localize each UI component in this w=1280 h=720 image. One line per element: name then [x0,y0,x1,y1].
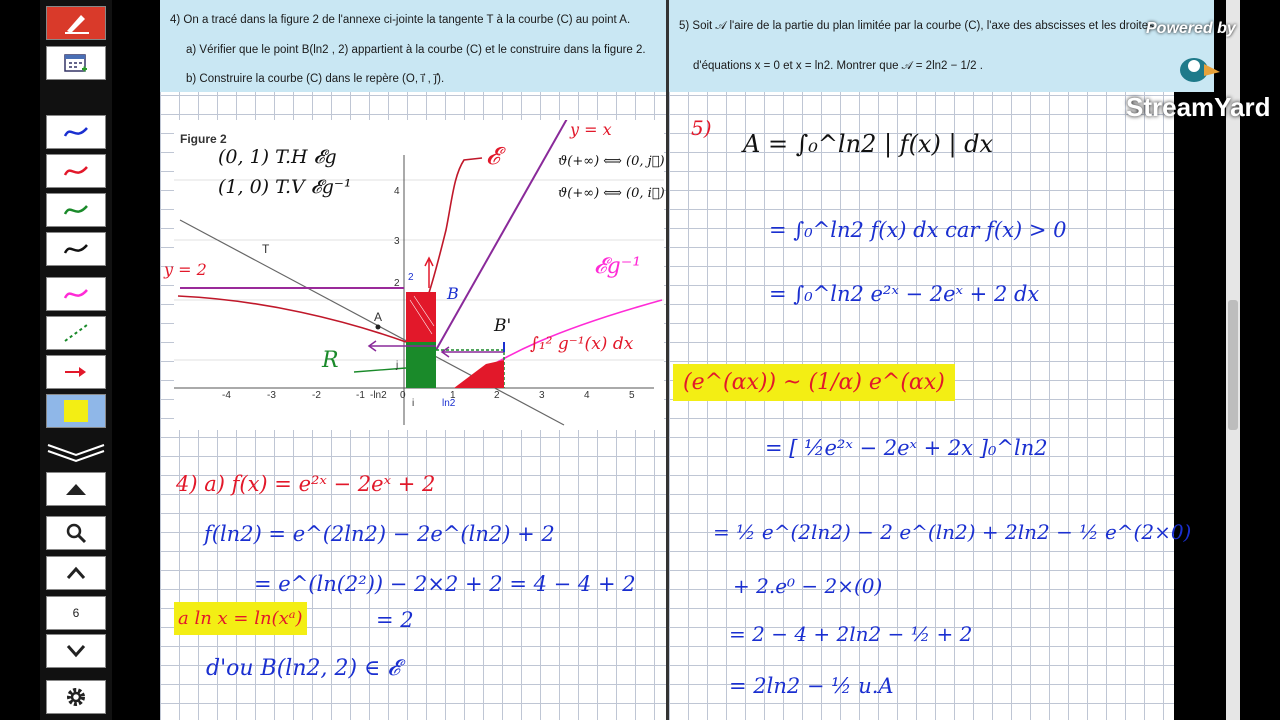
streamyard-brand-label: StreamYard [1126,92,1271,122]
question-5-text-line1: 5) Soit 𝒜 l'aire de la partie du plan limitée par la courbe (C), l'axe des abscisses et les droites [679,20,1154,32]
label-tangent-T: T [262,242,270,256]
page-number-label: 6 [72,606,80,620]
work-4a-function: 4) a) f(x) = e²ˣ − 2eˣ + 2 [176,472,436,496]
y-tick-4: 4 [394,186,400,197]
log-rule-highlight: a ln x = ln(xᵃ) [174,602,307,635]
label-point-A: A [374,310,383,324]
question-5-banner [669,0,1214,92]
label-region-R: R [322,348,339,373]
x-tick-4: 4 [584,390,590,401]
limit-note-2: ϑ(+∞) ⟺ (0, i⃗) [558,186,665,201]
work-5-area-definition: A = ∫₀^ln2 | f(x) | dx [743,130,994,158]
work-5-final-answer: = 2ln2 − ½ u.A [729,674,894,698]
figure-label: Figure 2 [180,132,227,146]
question-4a-text: a) Vérifier que le point B(ln2 , 2) appartient à la courbe (C) et le construire dans la figure 2. [186,44,646,56]
scrollbar-thumb[interactable] [1228,300,1238,430]
work-5-simplified: = 2 − 4 + 2ln2 − ½ + 2 [729,622,973,646]
question-4b-text: b) Construire la courbe (C) dans le repère (O, i⃗ , j⃗). [186,73,445,85]
work-4a-result: = 2 [376,608,414,632]
y-tick-3: 3 [394,236,400,247]
work-5-antiderivative: = [ ½e²ˣ − 2eˣ + 2x ]₀^ln2 [765,436,1048,460]
streamyard-watermark [1126,18,1271,128]
x-tick-5: 5 [629,390,635,401]
label-curve-E: 𝓔 [486,142,500,170]
pdf-icon[interactable] [46,6,106,40]
question-5-text-line2: d'équations x = 0 et x = ln2. Montrer que 𝒜 = 2ln2 − 1/2 . [693,60,983,72]
work-5-number: 5) [691,116,712,140]
x-tick-minus-ln2: -ln2 [370,390,387,401]
limit-note-1: ϑ(+∞) ⟺ (0, j⃗) [558,154,665,169]
x-tick-3: 3 [539,390,545,401]
x-tick--2: -2 [312,390,321,401]
y-label-two: 2 [408,272,414,283]
x-label-ln2: ln2 [442,398,456,409]
search-icon[interactable] [46,516,106,550]
x-tick--4: -4 [222,390,231,401]
y-tick-2: 2 [394,278,400,289]
label-y-equals-2: y = 2 [164,260,207,279]
antiderivative-rule-highlight: (e^(αx)) ~ (1/α) e^(αx) [673,364,955,401]
up-triangle-icon[interactable] [46,472,106,506]
label-point-B-prime: B' [494,316,512,336]
chevron-up-icon[interactable] [46,556,106,590]
label-point-B: B [447,284,459,303]
arrow-icon[interactable] [46,355,106,389]
blue-pen-icon[interactable] [46,115,106,149]
note-horizontal-tangent: (0, 1) T.H 𝓔g [218,146,337,168]
figure-2 [164,120,665,430]
unit-vector-i: i [412,398,415,409]
chevron-down-icon[interactable] [46,634,106,668]
question-4-banner [160,0,666,92]
red-pen-icon[interactable] [46,154,106,188]
collapse-icon[interactable] [46,438,106,464]
calendar-icon[interactable] [46,46,106,80]
x-tick-1: 1 [450,390,456,401]
work-5-evaluation-continued: + 2.e⁰ − 2×(0) [733,574,883,598]
x-tick--3: -3 [267,390,276,401]
question-4-text: 4) On a tracé dans la figure 2 de l'annexe ci-jointe la tangente T à la courbe (C) au point A. [170,14,631,26]
unit-vector-j: j [396,360,399,371]
work-4a-substitution: f(ln2) = e^(2ln2) − 2e^(ln2) + 2 [204,522,555,546]
duck-logo-icon [1174,46,1222,86]
page-number[interactable] [46,596,106,630]
powered-by-label: Powered by [1146,20,1236,37]
highlighter-icon[interactable] [46,394,106,428]
x-tick--1: -1 [356,390,365,401]
magenta-pen-icon[interactable] [46,277,106,311]
work-5-expanded-integral: = ∫₀^ln2 e²ˣ − 2eˣ + 2 dx [769,282,1040,306]
x-tick-0: 0 [400,390,406,401]
work-5-positive-integral: = ∫₀^ln2 f(x) dx car f(x) > 0 [769,218,1067,242]
work-4a-simplification: = e^(ln(2²)) − 2×2 + 2 = 4 − 4 + 2 [254,572,636,596]
work-5-evaluation: = ½ e^(2ln2) − 2 e^(ln2) + 2ln2 − ½ e^(2×0) [713,520,1192,544]
green-pen-icon[interactable] [46,193,106,227]
left-page [160,0,666,720]
dashed-line-icon[interactable] [46,316,106,350]
label-y-equals-x: y = x [570,120,612,139]
label-integral-g-inverse: ∫₁² g⁻¹(x) dx [530,334,634,354]
x-tick-2: 2 [494,390,500,401]
gear-icon[interactable] [46,680,106,714]
black-pen-icon[interactable] [46,232,106,266]
note-vertical-tangent: (1, 0) T.V 𝓔g⁻¹ [218,176,352,198]
label-curve-Eg-inverse: 𝓔g⁻¹ [594,254,642,279]
work-4a-conclusion: d'ou B(ln2, 2) ∈ 𝓔 [206,656,400,681]
annotation-toolbar [40,0,112,720]
